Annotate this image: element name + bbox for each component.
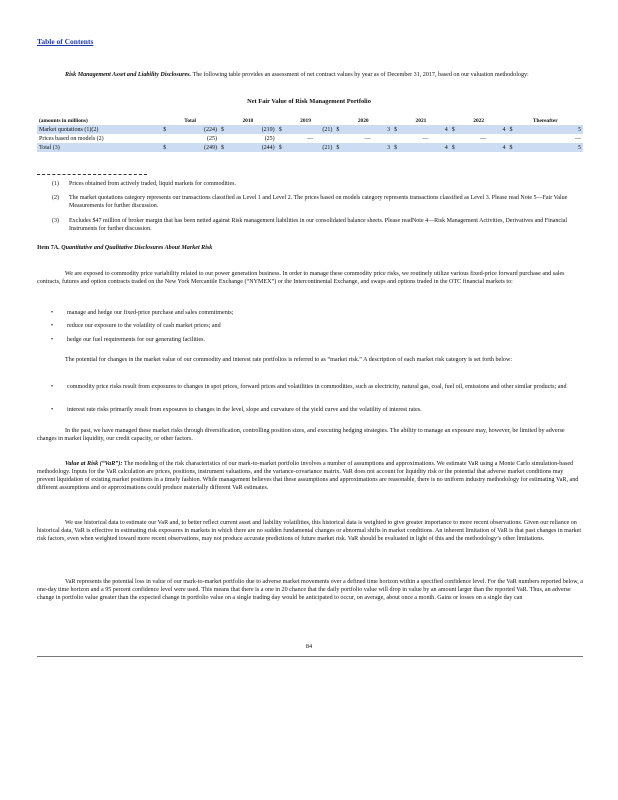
currency-sign: $ bbox=[277, 143, 286, 152]
cell: — bbox=[422, 135, 429, 142]
footnote-mark: (1) bbox=[52, 181, 59, 187]
currency-sign: $ bbox=[161, 125, 170, 134]
cell: 5 bbox=[516, 125, 583, 134]
cell: (21) bbox=[286, 125, 335, 134]
col-header: 2022 bbox=[473, 117, 485, 124]
intro-text: The following table provides an assessment of net contract values by year as of December 31, 2017, based on our valuation methodology: bbox=[192, 72, 529, 78]
currency-sign: $ bbox=[334, 125, 343, 134]
footnote-mark: (2) bbox=[52, 195, 59, 201]
page-number: 84 bbox=[305, 643, 313, 650]
cell: 4 bbox=[401, 125, 450, 134]
footnote-separator bbox=[37, 174, 147, 175]
currency-sign: $ bbox=[392, 143, 401, 152]
cell: — bbox=[575, 135, 581, 142]
currency-sign: $ bbox=[450, 143, 459, 152]
currency-sign: $ bbox=[219, 143, 228, 152]
table-row bbox=[37, 134, 583, 143]
page-footer-rule bbox=[37, 656, 583, 657]
currency-sign: $ bbox=[392, 125, 401, 134]
currency-sign: $ bbox=[450, 125, 459, 134]
item-title: Quantitative and Qualitative Disclosures About Market Risk bbox=[61, 245, 213, 251]
footnote-text: Prices obtained from actively traded, liquid markets for commodities. bbox=[69, 181, 236, 187]
cell: — bbox=[364, 135, 371, 142]
col-header: Total bbox=[184, 117, 197, 124]
item-7a-heading bbox=[37, 245, 212, 251]
cell: — bbox=[306, 135, 313, 142]
cell: 3 bbox=[343, 143, 392, 152]
row-label: Total (3) bbox=[37, 143, 161, 152]
bullet-icon: • bbox=[51, 337, 54, 343]
var-heading: Value at Risk (“VaR”): bbox=[65, 461, 123, 467]
table-title: Net Fair Value of Risk Management Portfolio bbox=[247, 98, 371, 105]
intro-paragraph bbox=[37, 71, 583, 79]
col-header: 2021 bbox=[415, 117, 427, 124]
cell: (25) bbox=[264, 135, 275, 142]
table-row bbox=[37, 143, 583, 152]
cell: (219) bbox=[228, 125, 277, 134]
bullet-icon: • bbox=[51, 323, 54, 329]
currency-sign: $ bbox=[219, 125, 228, 134]
cell: (244) bbox=[228, 143, 277, 152]
cell: — bbox=[480, 135, 487, 142]
col-header: 2019 bbox=[300, 117, 311, 124]
table-header-row bbox=[37, 116, 583, 125]
var-paragraph: Value at Risk (“VaR”): The modeling of the risk characteristics of our mark-to-market portfolio involves a number of assumptions and approximations. We estimate VaR using a Monte Carlo simulation-based methodology. Inputs for the VaR calculation are prices, positions, instrument valuations, and the variance-covariance matrix. VaR does not account for liquidity risk or the potential that adverse market conditions may prevent liquidation of existing market positions in a timely fashion. While management believes that these assumptions and approximations are reasonable, there is no uniform industry methodology for estimating VaR, and different assumptions and or approximations could produce materially different VaR estimates. bbox=[37, 461, 579, 491]
risk-portfolio-table bbox=[37, 116, 583, 152]
footnote-text: The market quotations category represents our transactions classified as Level 1 and Level 2. The prices based on models category represents transactions classified as Level 3. Please read Note 5—Fair Value Measurements for further discussion. bbox=[69, 195, 568, 209]
document-page: Table of Contents Risk Management Asset and Liability Disclosures. The following table provides an assessment of net contract values by year as of December 31, 2017, based on our valuation methodology: Net Fair Value of Risk Management Portfolio (amounts in millions) Total 2018 2019 2020 2021 2022 Thereafter Market quotations (1)(2) $ (224) $ (219) $ (21) $ 3 $ 4 $ 4 $ 5 Prices based on models (2) (25) (25) — — — — — Total (3) $ (249) $ (244) $ (21) $ 3 $ 4 $ 4 $ 5 (1) Prices obtained from actively traded, liquid markets for commodities. (2) The market quotations category represents our transactions classified as Level 1 and Level 2. The prices based on models category represents transactions classified as Level 3. Please read Note 5—Fair Value Measurements for further discussion. (3) Excludes $47 million of broker margin that has been netted against Risk management liabilities in our consolidated balance sheets. Please readNote 4—Risk Management Activities, Derivatives and Financial Instruments for further discussion. Item 7A. Quantitative and Qualitative Disclosures About Market Risk We are exposed to commodity price variability related to our power generation business. In order to manage these commodity price risks, we routinely utilize various fixed-price forward purchase and sales contracts, futures and option contracts traded on the New York Mercantile Exchange (“NYMEX”) or the Intercontinental Exchange, and swaps and options traded in the OTC financial markets to: • manage and hedge our fixed-price purchase and sales commitments; • reduce our exposure to the volatility of cash market prices; and • hedge our fuel requirements for our generating facilities. The potential for changes in the market value of our commodity and interest rate portfolios is referred to as “market risk.” A description of each market risk category is set forth below: • commodity price risks result from exposures to changes in spot prices, forward prices and volatilities in commodities, such as electricity, natural gas, coal, fuel oil, emissions and other similar products; and • interest rate risks primarily result from exposures to changes in the level, slope and curvature of the yield curve and the volatility of interest rates. In the past, we have managed these market risks through diversification, controlling position sizes, and executing hedging strategies. The ability to manage an exposure may, however, be limited by adverse changes in market liquidity, our credit capacity, or other factors. Value at Risk (“VaR”): The modeling of the risk characteristics of our mark-to-market portfolio involves a number of assumptions and approximations. We estimate VaR using a Monte Carlo simulation-based methodology. Inputs for the VaR calculation are prices, positions, instrument valuations, and the variance-covariance matrix. VaR does not account for liquidity risk or the potential that adverse market conditions may prevent liquidation of existing market positions in a timely fashion. While management believes that these assumptions and approximations are reasonable, there is no uniform industry methodology for estimating VaR, and different assumptions and or approximations could produce materially different VaR estimates. We use historical data to estimate our VaR and, to better reflect current asset and liability volatilities, this historical data is weighted to give greater importance to more recent observations. Given our reliance on historical data, VaR is effective in estimating risk exposures in markets in which there are no sudden fundamental changes or abnormal shifts in market conditions. An inherent limitation of VaR is that past changes in market risk factors, even when weighted toward more recent observations, may not produce accurate predictions of future market risk. VaR should be evaluated in light of this and the methodology’s other limitations. VaR represents the potential loss in value of our mark-to-market portfolio due to adverse market movements over a defined time horizon within a specified confidence level. For the VaR numbers reported below, a one-day time horizon and a 95 percent confidence level were used. This means that there is a one in 20 chance that the daily portfolio value will drop in value by an amount larger than the reported VaR. Thus, an adverse change in portfolio value greater than the expected change in portfolio value on a single trading day would be anticipated to occur, on average, about once a month. Gains or losses on a single day can 84 bbox=[0, 0, 618, 800]
cell: 4 bbox=[459, 143, 508, 152]
currency-sign: $ bbox=[508, 143, 517, 152]
col-header: Thereafter bbox=[532, 117, 558, 124]
historical-data-paragraph: We use historical data to estimate our VaR and, to better reflect current asset and liability volatilities, this historical data is weighted to give greater importance to more recent observations. Given our reliance on historical data, VaR is effective in estimating risk exposures in markets in which there are no sudden fundamental changes or abnormal shifts in market conditions. An inherent limitation of VaR is that past changes in market risk factors, even when weighted toward more recent observations, may not produce accurate predictions of future market risk. VaR should be evaluated in light of this and the methodology’s other limitations. bbox=[37, 520, 582, 542]
item-label: Item 7A. bbox=[37, 245, 60, 251]
market-risk-paragraph: We are exposed to commodity price variability related to our power generation business. In order to manage these commodity price risks, we routinely utilize various fixed-price forward purchase and sales contracts, futures and option contracts traded on the New York Mercantile Exchange (“NYMEX”) or the Intercontinental Exchange, and swaps and options traded in the OTC financial markets to: bbox=[37, 271, 565, 285]
cell: (224) bbox=[170, 125, 219, 134]
footnote-text: Excludes $47 million of broker margin that has been netted against Risk management liabilities in our consolidated balance sheets. Please readNote 4—Risk Management Activities, Derivatives and Financial Instruments for further discussion. bbox=[69, 218, 568, 232]
cell: (25) bbox=[206, 135, 217, 142]
cell: 5 bbox=[516, 143, 583, 152]
cell: 4 bbox=[459, 125, 508, 134]
bullet-icon: • bbox=[51, 407, 54, 413]
market-risk-description-paragraph: The potential for changes in the market value of our commodity and interest rate portfolios is referred to as “market risk.” A description of each market risk category is set forth below: bbox=[65, 357, 513, 363]
table-of-contents-link[interactable]: Table of Contents bbox=[37, 37, 94, 46]
bullet-icon: • bbox=[51, 310, 54, 316]
col-header: 2020 bbox=[357, 117, 369, 124]
cell: (249) bbox=[170, 143, 219, 152]
currency-sign: $ bbox=[334, 143, 343, 152]
row-label: Market quotations (1)(2) bbox=[37, 125, 161, 134]
hedging-paragraph: In the past, we have managed these market risks through diversification, controlling position sizes, and executing hedging strategies. The ability to manage an exposure may, however, be limited by adverse changes in market liquidity, our credit capacity, or other factors. bbox=[37, 428, 565, 442]
cell: 3 bbox=[343, 125, 392, 134]
intro-heading: Risk Management Asset and Liability Disclosures. bbox=[65, 72, 192, 78]
col-header: 2018 bbox=[242, 117, 254, 124]
currency-sign: $ bbox=[161, 143, 170, 152]
var-definition-paragraph: VaR represents the potential loss in value of our mark-to-market portfolio due to adverse market movements over a defined time horizon within a specified confidence level. For the VaR numbers reported below, a one-day time horizon and a 95 percent confidence level were used. This means that there is a one in 20 chance that the daily portfolio value will drop in value by an amount larger than the reported VaR. Thus, an adverse change in portfolio value greater than the expected change in portfolio value on a single trading day would be anticipated to occur, on average, about once a month. Gains or losses on a single day can bbox=[37, 579, 583, 601]
bullet-icon: • bbox=[51, 384, 54, 390]
table-row bbox=[37, 125, 583, 134]
footnote-mark: (3) bbox=[52, 218, 59, 224]
cell: 4 bbox=[401, 143, 450, 152]
amounts-label: (amounts in millions) bbox=[39, 117, 88, 124]
currency-sign: $ bbox=[277, 125, 286, 134]
cell: (21) bbox=[286, 143, 335, 152]
currency-sign: $ bbox=[508, 125, 517, 134]
row-label: Prices based on models (2) bbox=[39, 135, 104, 142]
